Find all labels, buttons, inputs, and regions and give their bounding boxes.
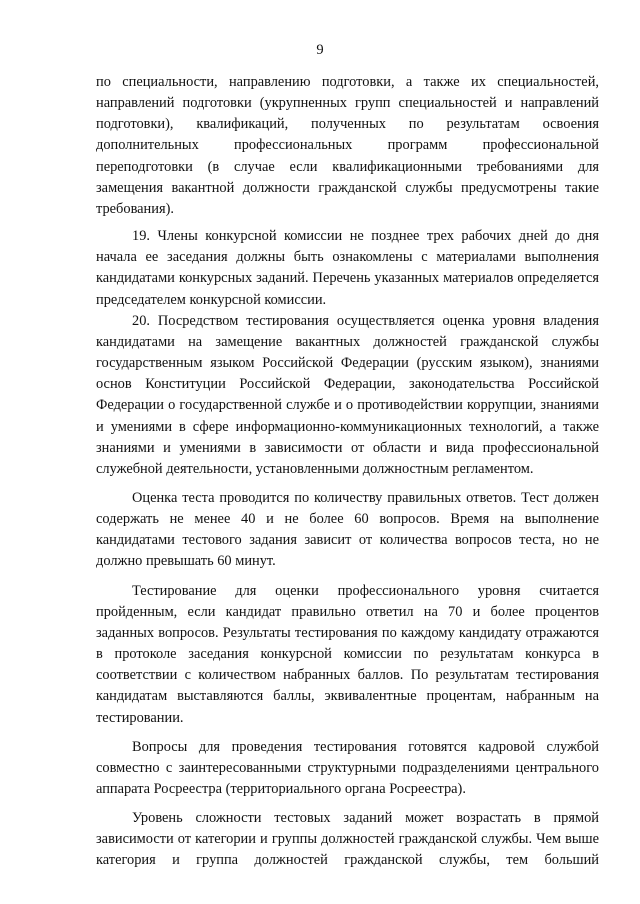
paragraph-test-passed: Тестирование для оценки профессионального уровня считается пройденным, если кандидат правильно ответил на 70 и более процентов заданных вопросов. Результаты тестирования по каждому кандидату отражаются в протоколе заседания конкурсной комиссии по результатам конкурса в соответствии с количеством набранных баллов. По результатам тестирования кандидатам выставляются баллы, эквивалентные процентам, набранным на тестировании.	[96, 582, 599, 726]
paragraph-test-questions: Вопросы для проведения тестирования готовятся кадровой службой совместно с заинтересованными структурными подразделениями центрального аппарата Росреестра (территориального органа Росреестра).	[96, 738, 599, 797]
paragraph-continuation: по специальности, направлению подготовки, а также их специальностей, направлений подготовки (укрупненных групп специальностей и направлений подготовки), квалификаций, полученных по результатам освоения дополнительных профессиональных программ профессиональной переподготовки (в случае если квалификационными требованиями для замещения вакантной должности гражданской службы предусмотрены такие требования).	[96, 74, 599, 217]
document-body	[96, 72, 599, 872]
paragraph-19: 19. Члены конкурсной комиссии не позднее трех рабочих дней до дня начала ее заседания должны быть ознакомлены с материалами выполнения кандидатами конкурсных заданий. Перечень указанных материалов определяется председателем конкурсной комиссии.	[96, 228, 599, 308]
paragraph-test-difficulty: Уровень сложности тестовых заданий может возрастать в прямой зависимости от категории и группы должностей гражданской службы. Чем выше категория и группа должностей гражданской службы, тем больший	[96, 810, 599, 869]
paragraph-test-scoring: Оценка теста проводится по количеству правильных ответов. Тест должен содержать не менее 40 и не более 60 вопросов. Время на выполнение кандидатами тестового задания зависит от количества вопросов теста, но не должно превышать 60 минут.	[96, 489, 599, 570]
page-number: 9	[316, 42, 324, 58]
paragraph-20: 20. Посредством тестирования осуществляется оценка уровня владения кандидатами на замещение вакантных должностей гражданской службы государственным языком Российской Федерации (русским языком), знаниями основ Конституции Российской Федерации, законодательства Российской Федерации о государственной службе и о противодействии коррупции, знаниями и умениями в сфере информационно-коммуникационных технологий, а также знаниями и умениями в зависимости от области и вида профессиональной служебной деятельности, установленными должностным регламентом.	[96, 312, 599, 477]
